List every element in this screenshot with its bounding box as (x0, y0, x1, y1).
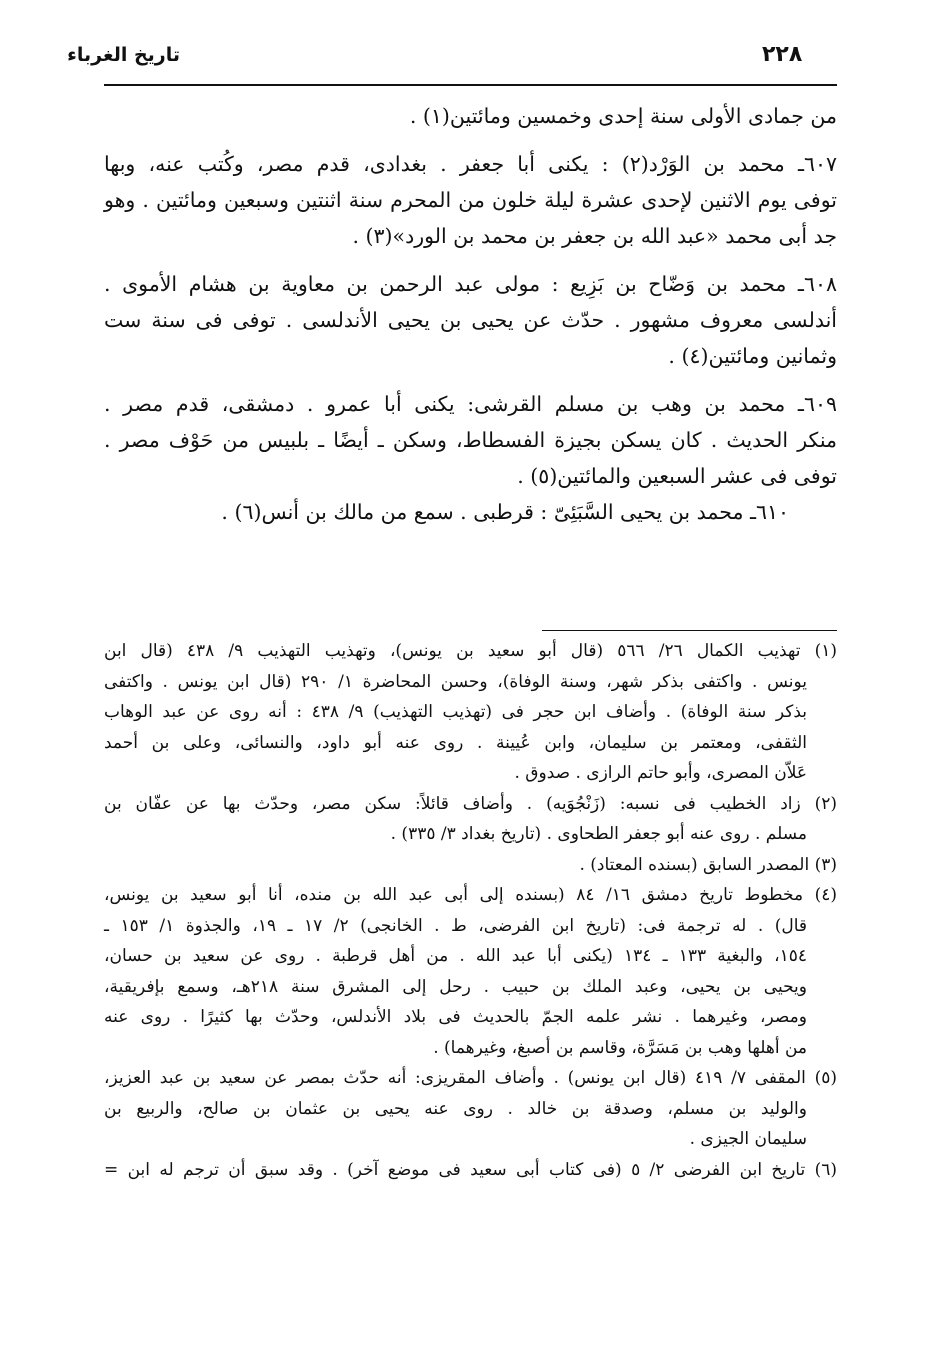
footnote-line: والوليد بن مسلم، وصدقة بن خالد . روى عنه يحيى بن عثمان بن صالح، والربيع بن (104, 1098, 807, 1119)
entry-609-line: ٦٠٩ـ محمد بن وهب بن مسلم القرشى: يكنى أبا عمرو . دمشقى، قدم مصر . (104, 392, 837, 416)
text-line: أندلسى معروف مشهور . حدّث عن يحيى بن يحيى الأندلسى . توفى فى سنة ست (104, 308, 837, 332)
header-rule (104, 84, 837, 86)
footnotes (104, 636, 837, 1185)
footnote-line: من أهلها وهب بن مَسَرَّة، وقاسم بن أصبغ، وغيرهما) . (433, 1037, 807, 1058)
footnote-line: قال) . له ترجمة فى: (تاريخ ابن الفرضى، ط . الخانجى) ٢/ ١٧ ـ ١٩، والجذوة ١/ ١٥٣ ـ (104, 915, 808, 936)
footnote-line: عَلاّن المصرى، وأبو حاتم الرازى . صدوق . (514, 763, 807, 783)
footnote-line: الثقفى، ومعتمر بن سليمان، وابن عُيينة . روى عنه أبو داود، والنسائى، وعلى بن أحمد (104, 732, 807, 753)
main-text (104, 98, 837, 530)
entry-607-line: ٦٠٧ـ محمد بن الوَرْد(٢) : يكنى أبا جعفر . بغدادى، قدم مصر، وكُتب عنه، وبها (104, 152, 838, 176)
footnote-line: سليمان الجيزى . (689, 1129, 807, 1149)
footnote-separator (542, 630, 837, 631)
text-line: من جمادى الأولى سنة إحدى وخمسين ومائتين(١) . (409, 104, 837, 128)
footnote-line: (٦) تاريخ ابن الفرضى ٢/ ٥ (فى كتاب أبى سعيد فى موضع آخر) . وقد سبق أن ترجم له ابن = (104, 1159, 837, 1180)
footnote-line: مسلم . روى عنه أبو جعفر الطحاوى . (تاريخ بغداد ٣/ ٣٣٥) . (390, 824, 807, 844)
page-number: ٢٢٨ (762, 42, 803, 67)
footnote-line: ومصر، وغيرهما . نشر علمه الجمّ بالحديث فى بلاد الأندلس، وحدّث بها كثيرًا . روى عنه (104, 1007, 807, 1027)
text-line: منكر الحديث . كان يسكن بجيزة الفسطاط، وسكن ـ أيضًا ـ بلبيس من حَوْف مصر . (104, 428, 837, 452)
footnote-line: (٥) المقفى ٧/ ٤١٩ (قال ابن يونس) . وأضاف المقريزى: أنه حدّث بمصر عن سعيد بن عبد العزيز، (104, 1068, 837, 1088)
footnote-line: (٢) زاد الخطيب فى نسبه: (زَنْجُوَيه) . وأضاف قائلاً: سكن مصر، وحدّث بها عن عفّان بن (104, 793, 837, 814)
footnote-line: ١٥٤، والبغية ١٣٣ ـ ١٣٤ (يكنى أبا عبد الله . من أهل قرطبة . روى عن سعيد بن حسان، (104, 946, 808, 966)
entry-gap (104, 254, 837, 266)
footnote-line: (١) تهذيب الكمال ٢٦/ ٥٦٦ (قال أبو سعيد بن يونس)، وتهذيب التهذيب ٩/ ٤٣٨ (قال ابن (104, 641, 838, 661)
entry-gap (104, 374, 837, 386)
text-line: توفى يوم الاثنين لإحدى عشرة ليلة خلون من المحرم سنة اثنتين وسبعين ومائتين . وهو (104, 188, 837, 212)
text-line: جد أبى محمد «عبد الله بن جعفر بن محمد بن الورد»(٣) . (352, 224, 837, 248)
entry-610-line: ٦١٠ـ محمد بن يحيى السَّبَئِىّ : قرطبى . سمع من مالك بن أنس(٦) . (221, 500, 789, 524)
footnote-line: ويحيى بن يحيى، وعبد الملك بن حبيب . رحل إلى المشرق سنة ٢١٨هـ، وسمع بإفريقية، (104, 976, 807, 997)
text-line: توفى فى عشر السبعين والمائتين(٥) . (517, 464, 837, 488)
entry-608-line: ٦٠٨ـ محمد بن وَضّاح بن بَزِيع : مولى عبد الرحمن بن معاوية بن هشام الأموى . (104, 272, 837, 296)
entry-gap (104, 134, 837, 146)
footnote-line: (٣) المصدر السابق (بسنده المعتاد) . (579, 854, 837, 875)
footnote-line: (٤) مخطوط تاريخ دمشق ١٦/ ٨٤ (بسنده إلى أبى عبد الله بن منده، أنا أبو سعيد بن يونس، (104, 885, 838, 905)
footnote-line: بذكر سنة الوفاة) . وأضاف ابن حجر فى (تهذيب التهذيب) ٩/ ٤٣٨ : أنه روى عن عبد الوهاب (104, 702, 807, 722)
text-line: وثمانين ومائتين(٤) . (668, 344, 837, 368)
footnote-line: يونس . واكتفى بذكر شهر، وسنة الوفاة)، وحسن المحاضرة ١/ ٢٩٠ (قال ابن يونس . واكتفى (104, 671, 808, 692)
running-title: تاريخ الغرباء (67, 44, 180, 66)
